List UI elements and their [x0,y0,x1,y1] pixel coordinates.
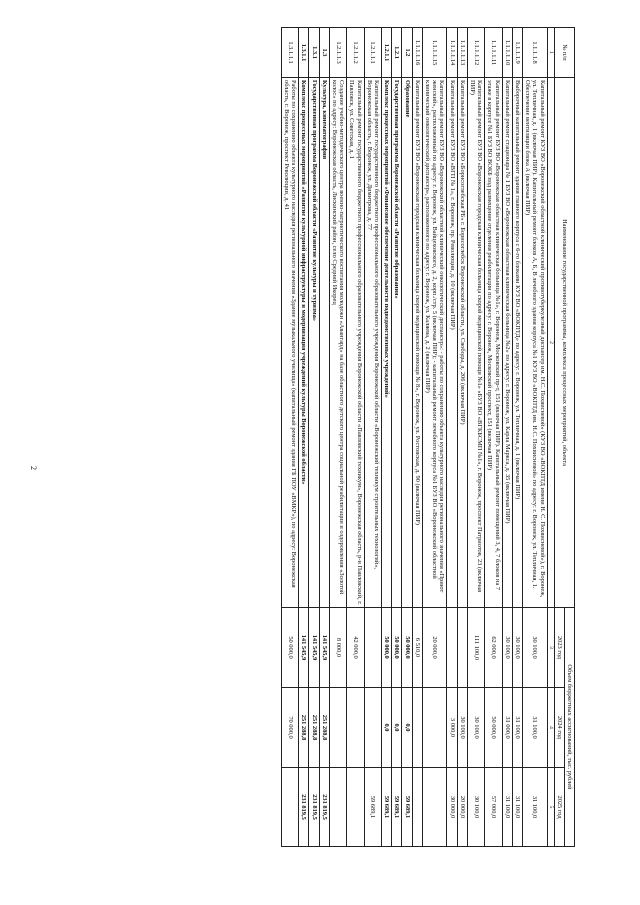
value-2023 [447,608,457,688]
table-row [309,28,319,847]
row-number: 1.1.1.1.10 [502,28,512,78]
row-name: Капитальный ремонт БУЗ ВО «ВГП № 1», г. Воронеж, пр. Революции, д. 10 (включая ПИР) [447,78,457,608]
value-2025: 31 100,0 [522,768,547,847]
value-2024 [364,688,381,768]
row-number: 1.2.1.1 [381,28,391,78]
row-name: Комплекс процессных мероприятий «Развитие культурной инфраструктуры и модернизация учреждений культуры Воронежской области» [299,78,309,608]
row-name: Капитальный ремонт БУЗ ВО «Борисоглебская РБ» г. Борисоглебск Воронежской области, ул. Свободы, д. 206 (включая ПИР) [457,78,467,608]
row-name: Создание учебно-методического центра военно-патриотического воспитания молодежи «Авангард» на базе областного детского центра социальной реабилитации и оздоровления «Золотой колос» по адресу: Воронежская область, Лискинский район, село Средний Икорец [329,78,346,608]
row-number: 1.3.1 [309,28,319,78]
value-2024: 0,0 [381,688,391,768]
row-name: Государственная программа Воронежской области «Развитие культуры и туризма» [309,78,319,608]
table-row [502,28,512,847]
value-2023: 50 000,0 [392,608,402,688]
value-2025: 231 819,5 [299,768,309,847]
table-row [329,28,346,847]
value-2023: 30 100,0 [502,608,512,688]
row-name: Капитальный ремонт БУЗ ВО «Воронежская городская клиническая больница скорой медицинской помощи № 8», г. Воронеж, ул. Ростовская, д. 90 (включая ПИР) [412,78,422,608]
value-2023: 111 100,0 [467,608,484,688]
table-row [512,28,522,847]
table-row [402,28,412,847]
value-2025: 231 819,5 [309,768,319,847]
header-budget: Объем бюджетных ассигнований, тыс. рублей [564,608,574,847]
value-2023 [364,608,381,688]
table-row [281,28,298,847]
value-2025 [412,768,422,847]
table-row [364,28,381,847]
row-name: Капитальный ремонт стационара № 1 БУЗ ВО «Воронежская областная клиническая больница №2» по адресу: г. Воронеж, ул. Карла Маркса, д. 35 (включая ПИР) [502,78,512,608]
row-number: 1.1.1.1.16 [412,28,422,78]
row-name: Капитальный ремонт БУЗ ВО «Воронежская областная клиническая больница №1», г. Воронеж, Московский пр-т, 151 (включая ПИР). Капитальный ремонт помещений 3, 4, 7 блоков на 7 этаже в корпусе №1 БУЗ ВО ВОКБ под размещение отделения реабилитации по адресу: г. Воронеж, Московский проспект, 151 (включая ПИР) [485,78,502,608]
value-2023: 8 000,0 [329,608,346,688]
row-number: 1.2.1 [392,28,402,78]
value-2023: 30 100,0 [512,608,522,688]
page-number: 2 [29,466,38,470]
value-2023: 141 545,9 [299,608,309,688]
row-number: 1.2.1.1.1 [364,28,381,78]
value-2025: 59 689,1 [364,768,381,847]
row-name: Капитальный ремонт БУЗ ВО «Воронежская городская клиническая больница скорой медицинской помощи №1» «БУЗ ВО «ВГКБСМП №1», г. Воронеж, проспект Патриотов, 23 (включая ПИР) [467,78,484,608]
value-2023: 30 100,0 [522,608,547,688]
value-2025 [422,768,447,847]
col-index: 4 [547,688,554,768]
budget-table [281,27,575,847]
row-number: 1.1.1.1.15 [422,28,447,78]
value-2025: 57 000,0 [485,768,502,847]
row-name: Капитальный ремонт государственного бюджетного профессионального образовательного учреждения Воронежской области «Павловский техникум», Воронежская область, р-н Павловский, г. Павловск, ул. Советская, д. 1 [347,78,364,608]
value-2023: 50 000,0 [381,608,391,688]
row-number: 1.1.1.1.11 [485,28,502,78]
col-index: 1 [547,28,554,78]
value-2024: 50 000,0 [485,688,502,768]
value-2023: 6 510,0 [412,608,422,688]
row-name: Капитальный ремонт БУЗ ВО «Воронежский областной клинический онкологический диспансер»: - работы по сохранению объекта культурного наследия регионального значения «Приют женский», расположенный по адресу: г. Воронеж, ул. Вайцеховского, д. 2, корп./стр. 5 (включая ПИР); - капитальный ремонт лечебного корпуса №1 БУЗ ВО «Воронежский областной клинический онкологический диспансер», расположенного по адресу: г. Воронеж, ул. Каляева, д. 2 (включая ПИР) [422,78,447,608]
table-row [485,28,502,847]
col-index: 2 [547,78,554,608]
value-2025: 59 689,1 [381,768,391,847]
value-2025 [347,768,364,847]
table-row [467,28,484,847]
value-2024: 30 100,0 [467,688,484,768]
value-2025: 20 000,0 [457,768,467,847]
value-2024 [412,688,422,768]
table-row [347,28,364,847]
value-2025 [281,768,298,847]
table-row [522,28,547,847]
value-2024: 31 100,0 [512,688,522,768]
value-2023: 42 000,0 [347,608,364,688]
value-2024: 31 100,0 [522,688,547,768]
value-2025 [329,768,346,847]
value-2023: 141 545,9 [309,608,319,688]
value-2023: 20 000,0 [422,608,447,688]
value-2025: 30 100,0 [467,768,484,847]
value-2024 [422,688,447,768]
value-2024: 70 000,0 [281,688,298,768]
header-year-2025: 2025 год [554,768,564,847]
value-2024: 0,0 [392,688,402,768]
col-index: 3 [547,608,554,688]
table-body [281,28,547,847]
table-row [457,28,467,847]
row-name: Капитальный ремонт КУЗ ВО «Воронежский областной клинический противотуберкулезный диспансер им. Н.С. Похвисневой» (КУЗ ВО «ВОКПТД имени Н. С. Похвисневой»), г. Воронеж, ул. Тепличная, д. 1 (включая ПИР). Капитальный ремонт блоков А, Б, В лечебного здания корпуса №1 КУЗ ВО «ВОКПТД им. Н.С. Похвисневой» по адресу: г. Воронеж, ул. Тепличная, 1. Обеспечение вентиляции блока А (включая ПИР) [522,78,547,608]
value-2023: 50 000,0 [281,608,298,688]
value-2025: 59 689,1 [402,768,412,847]
value-2024: 251 288,8 [309,688,319,768]
value-2023: 62 000,0 [485,608,502,688]
value-2024: 251 288,8 [299,688,309,768]
table-row [412,28,422,847]
row-name: Государственная программа Воронежской области «Развитие образования» [392,78,402,608]
table-row [447,28,457,847]
col-index: 5 [547,768,554,847]
row-name: Комплекс процессных мероприятий «Финансовое обеспечение деятельности подведомственных учреждений» [381,78,391,608]
value-2025: 31 100,0 [512,768,522,847]
rotated-page [35,27,575,846]
value-2025: 30 000,0 [447,768,457,847]
table-row [319,28,329,847]
row-number: 1.2.1.1.3 [329,28,346,78]
value-2024: 0,0 [402,688,412,768]
table-row [392,28,402,847]
row-name: Капитальный ремонт государственного бюджетного профессионального образовательного учреждения Воронежской области «Воронежский техникум строительных технологий», Воронежская область, г. Воронеж, ул. Димитрова, д. 77 [364,78,381,608]
header-year-2023: 2023 год [554,608,564,688]
header-num: № п/п [554,28,574,78]
value-2024 [347,688,364,768]
row-name: Работы по сохранению объекта культурного наследия регионального значения «Здание музыкального училища» (капитальный ремонт здания ГБ ПОУ «ВМКР»), по адресу: Воронежская область, г. Воронеж, проспект Революции, д. 41 [281,78,298,608]
value-2025: 31 100,0 [502,768,512,847]
row-number: 1.3.1.1.1 [281,28,298,78]
row-name: Образование [402,78,412,608]
value-2023 [457,608,467,688]
row-number: 1.1.1.1.13 [457,28,467,78]
row-number: 1.1.1.1.14 [447,28,457,78]
row-name: Выборочный капитальный ремонт здания главного корпуса с 6-го блоками КУЗ ВО «ВОКПТД» по адресу: г. Воронеж, ул. Тепличная, д. 1 (включая ПИР) [512,78,522,608]
header-year-2024: 2024 год [554,688,564,768]
table-row [422,28,447,847]
table-row [299,28,309,847]
value-2024: 251 288,8 [319,688,329,768]
row-number: 1.3 [319,28,329,78]
row-number: 1.2.1.1.2 [347,28,364,78]
value-2023: 50 000,0 [402,608,412,688]
value-2024: 31 000,0 [502,688,512,768]
table-row [381,28,391,847]
row-number: 1.1.1.1.8 [522,28,547,78]
row-name: Культура, кинематография [319,78,329,608]
value-2025: 59 689,1 [392,768,402,847]
value-2024: 3 000,0 [447,688,457,768]
value-2024 [329,688,346,768]
value-2025: 231 819,5 [319,768,329,847]
row-number: 1.1.1.1.12 [467,28,484,78]
value-2024: 30 100,0 [457,688,467,768]
row-number: 1.1.1.1.9 [512,28,522,78]
row-number: 1.3.1.1 [299,28,309,78]
header-name: Наименование государственной программы, комплекса процессных мероприятий, объекта [554,78,574,608]
row-number: 1.2 [402,28,412,78]
value-2023: 141 545,9 [319,608,329,688]
